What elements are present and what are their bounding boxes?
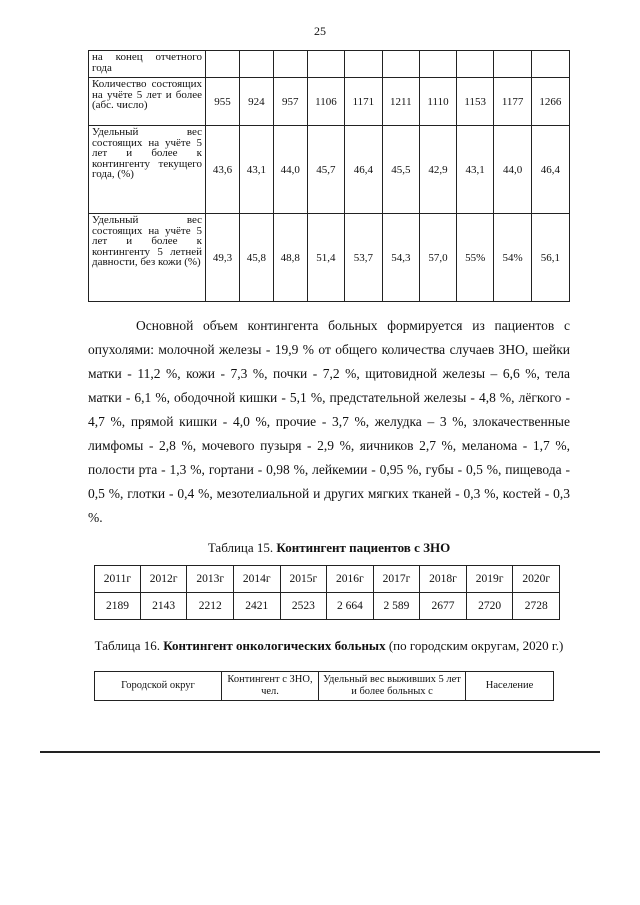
table-cell: 53,7 bbox=[345, 214, 382, 302]
table-cell: 55% bbox=[456, 214, 493, 302]
table-16-caption bbox=[88, 638, 570, 654]
year-cell: 2013г bbox=[187, 566, 234, 593]
table-cell: 1177 bbox=[494, 78, 531, 126]
table-cell: 56,1 bbox=[531, 214, 569, 302]
year-cell: 2017г bbox=[373, 566, 420, 593]
table-cell: 51,4 bbox=[307, 214, 344, 302]
table-cell: 924 bbox=[239, 78, 273, 126]
table-cell: 2143 bbox=[140, 593, 187, 620]
table-cell: 2523 bbox=[280, 593, 327, 620]
row-label: Удельный вес состоящих на учёте 5 лет и более к контингенту текущего года, (%) bbox=[89, 126, 206, 214]
column-header: Контингент с ЗНО, чел. bbox=[222, 672, 319, 701]
table-cell: 45,7 bbox=[307, 126, 344, 214]
table-row bbox=[89, 214, 570, 302]
page-number: 25 bbox=[314, 24, 326, 38]
table-cell: 1106 bbox=[307, 78, 344, 126]
year-cell: 2011г bbox=[95, 566, 141, 593]
year-cell: 2020г bbox=[513, 566, 560, 593]
table-cell: 49,3 bbox=[206, 214, 240, 302]
table-cell: 57,0 bbox=[420, 214, 457, 302]
table-cell bbox=[494, 51, 531, 78]
table-cell: 45,5 bbox=[382, 126, 419, 214]
table-cell bbox=[531, 51, 569, 78]
year-cell: 2019г bbox=[466, 566, 513, 593]
caption-title: Контингент пациентов с ЗНО bbox=[276, 540, 451, 555]
table-cell bbox=[382, 51, 419, 78]
table-cell: 45,8 bbox=[239, 214, 273, 302]
year-cell: 2012г bbox=[140, 566, 187, 593]
column-header: Городской округ bbox=[95, 672, 222, 701]
year-cell: 2014г bbox=[234, 566, 281, 593]
table-15-caption bbox=[88, 540, 570, 556]
table-cell: 48,8 bbox=[273, 214, 307, 302]
table-cell: 42,9 bbox=[420, 126, 457, 214]
table-cell: 46,4 bbox=[531, 126, 569, 214]
table-cell: 44,0 bbox=[273, 126, 307, 214]
table-row bbox=[89, 78, 570, 126]
table-cell: 1110 bbox=[420, 78, 457, 126]
caption-prefix: Таблица 15. bbox=[207, 540, 277, 555]
continued-statistics-table bbox=[88, 50, 570, 302]
table-cell: 1211 bbox=[382, 78, 419, 126]
table-cell: 2 664 bbox=[327, 593, 374, 620]
table-cell bbox=[456, 51, 493, 78]
table-cell: 46,4 bbox=[345, 126, 382, 214]
column-header: Удельный вес выживших 5 лет и более больных с bbox=[319, 672, 466, 701]
table-row bbox=[89, 51, 570, 78]
caption-prefix: Таблица 16. bbox=[94, 638, 164, 653]
table-header-row bbox=[95, 566, 560, 593]
row-label: на конец отчетного года bbox=[89, 51, 206, 78]
table-cell: 2189 bbox=[95, 593, 141, 620]
table-cell: 2728 bbox=[513, 593, 560, 620]
table-cell: 43,1 bbox=[239, 126, 273, 214]
row-label: Удельный вес состоящих на учёте 5 лет и более к контингенту 5 летней давности, без кожи (%) bbox=[89, 214, 206, 302]
table-cell: 2720 bbox=[466, 593, 513, 620]
body-paragraph: Основной объем контингента больных формируется из пациентов с опухолями: молочной железы - 19,9 % от общего количества случаев ЗНО, шейки матки - 11,2 %, кожи - 7,3 %, почки - 7,2 %, щитовидной железы – 6,6 %, тела матки - 6,1 %, ободочной кишки - 5,1 %, предстательной железы - 4,8 %, лёгкого - 4,7 %, прямой кишки - 4,0 %, прочие - 3,7 %, желудка – 3 %, злокачественные лимфомы - 2,8 %, мочевого пузыря - 2,9 %, яичников 2,7 %, меланома - 1,7 %, полости рта - 1,3 %, гортани - 0,98 %, лейкемии - 0,95 %, губы - 0,5 %, пищевода - 0,5 %, глотки - 0,4 %, мезотелиальной и других мягких тканей - 0,3 %, костей - 0,3 %. bbox=[88, 318, 570, 525]
table-header-row bbox=[95, 672, 554, 701]
table-cell: 1171 bbox=[345, 78, 382, 126]
table-cell: 955 bbox=[206, 78, 240, 126]
column-header: Население bbox=[466, 672, 554, 701]
table-row bbox=[89, 126, 570, 214]
table-16 bbox=[94, 671, 554, 701]
table-cell: 2677 bbox=[420, 593, 467, 620]
table-cell: 43,1 bbox=[456, 126, 493, 214]
table-cell bbox=[206, 51, 240, 78]
table-cell: 44,0 bbox=[494, 126, 531, 214]
table-cell bbox=[239, 51, 273, 78]
row-label: Количество состоящих на учёте 5 лет и более (абс. число) bbox=[89, 78, 206, 126]
table-cell: 54% bbox=[494, 214, 531, 302]
table-cell: 2 589 bbox=[373, 593, 420, 620]
table-cell bbox=[307, 51, 344, 78]
table-15 bbox=[94, 565, 560, 620]
table-row bbox=[95, 593, 560, 620]
table-cell: 2421 bbox=[234, 593, 281, 620]
page-break-rule bbox=[40, 751, 600, 753]
table-cell: 1153 bbox=[456, 78, 493, 126]
caption-suffix: (по городским округам, 2020 г.) bbox=[385, 638, 564, 653]
table-cell: 54,3 bbox=[382, 214, 419, 302]
table-cell: 43,6 bbox=[206, 126, 240, 214]
table-cell: 1266 bbox=[531, 78, 569, 126]
table-cell bbox=[345, 51, 382, 78]
table-cell bbox=[420, 51, 457, 78]
table-cell: 957 bbox=[273, 78, 307, 126]
year-cell: 2018г bbox=[420, 566, 467, 593]
year-cell: 2015г bbox=[280, 566, 327, 593]
table-cell: 2212 bbox=[187, 593, 234, 620]
year-cell: 2016г bbox=[327, 566, 374, 593]
caption-title: Контингент онкологических больных bbox=[163, 638, 386, 653]
table-cell bbox=[273, 51, 307, 78]
